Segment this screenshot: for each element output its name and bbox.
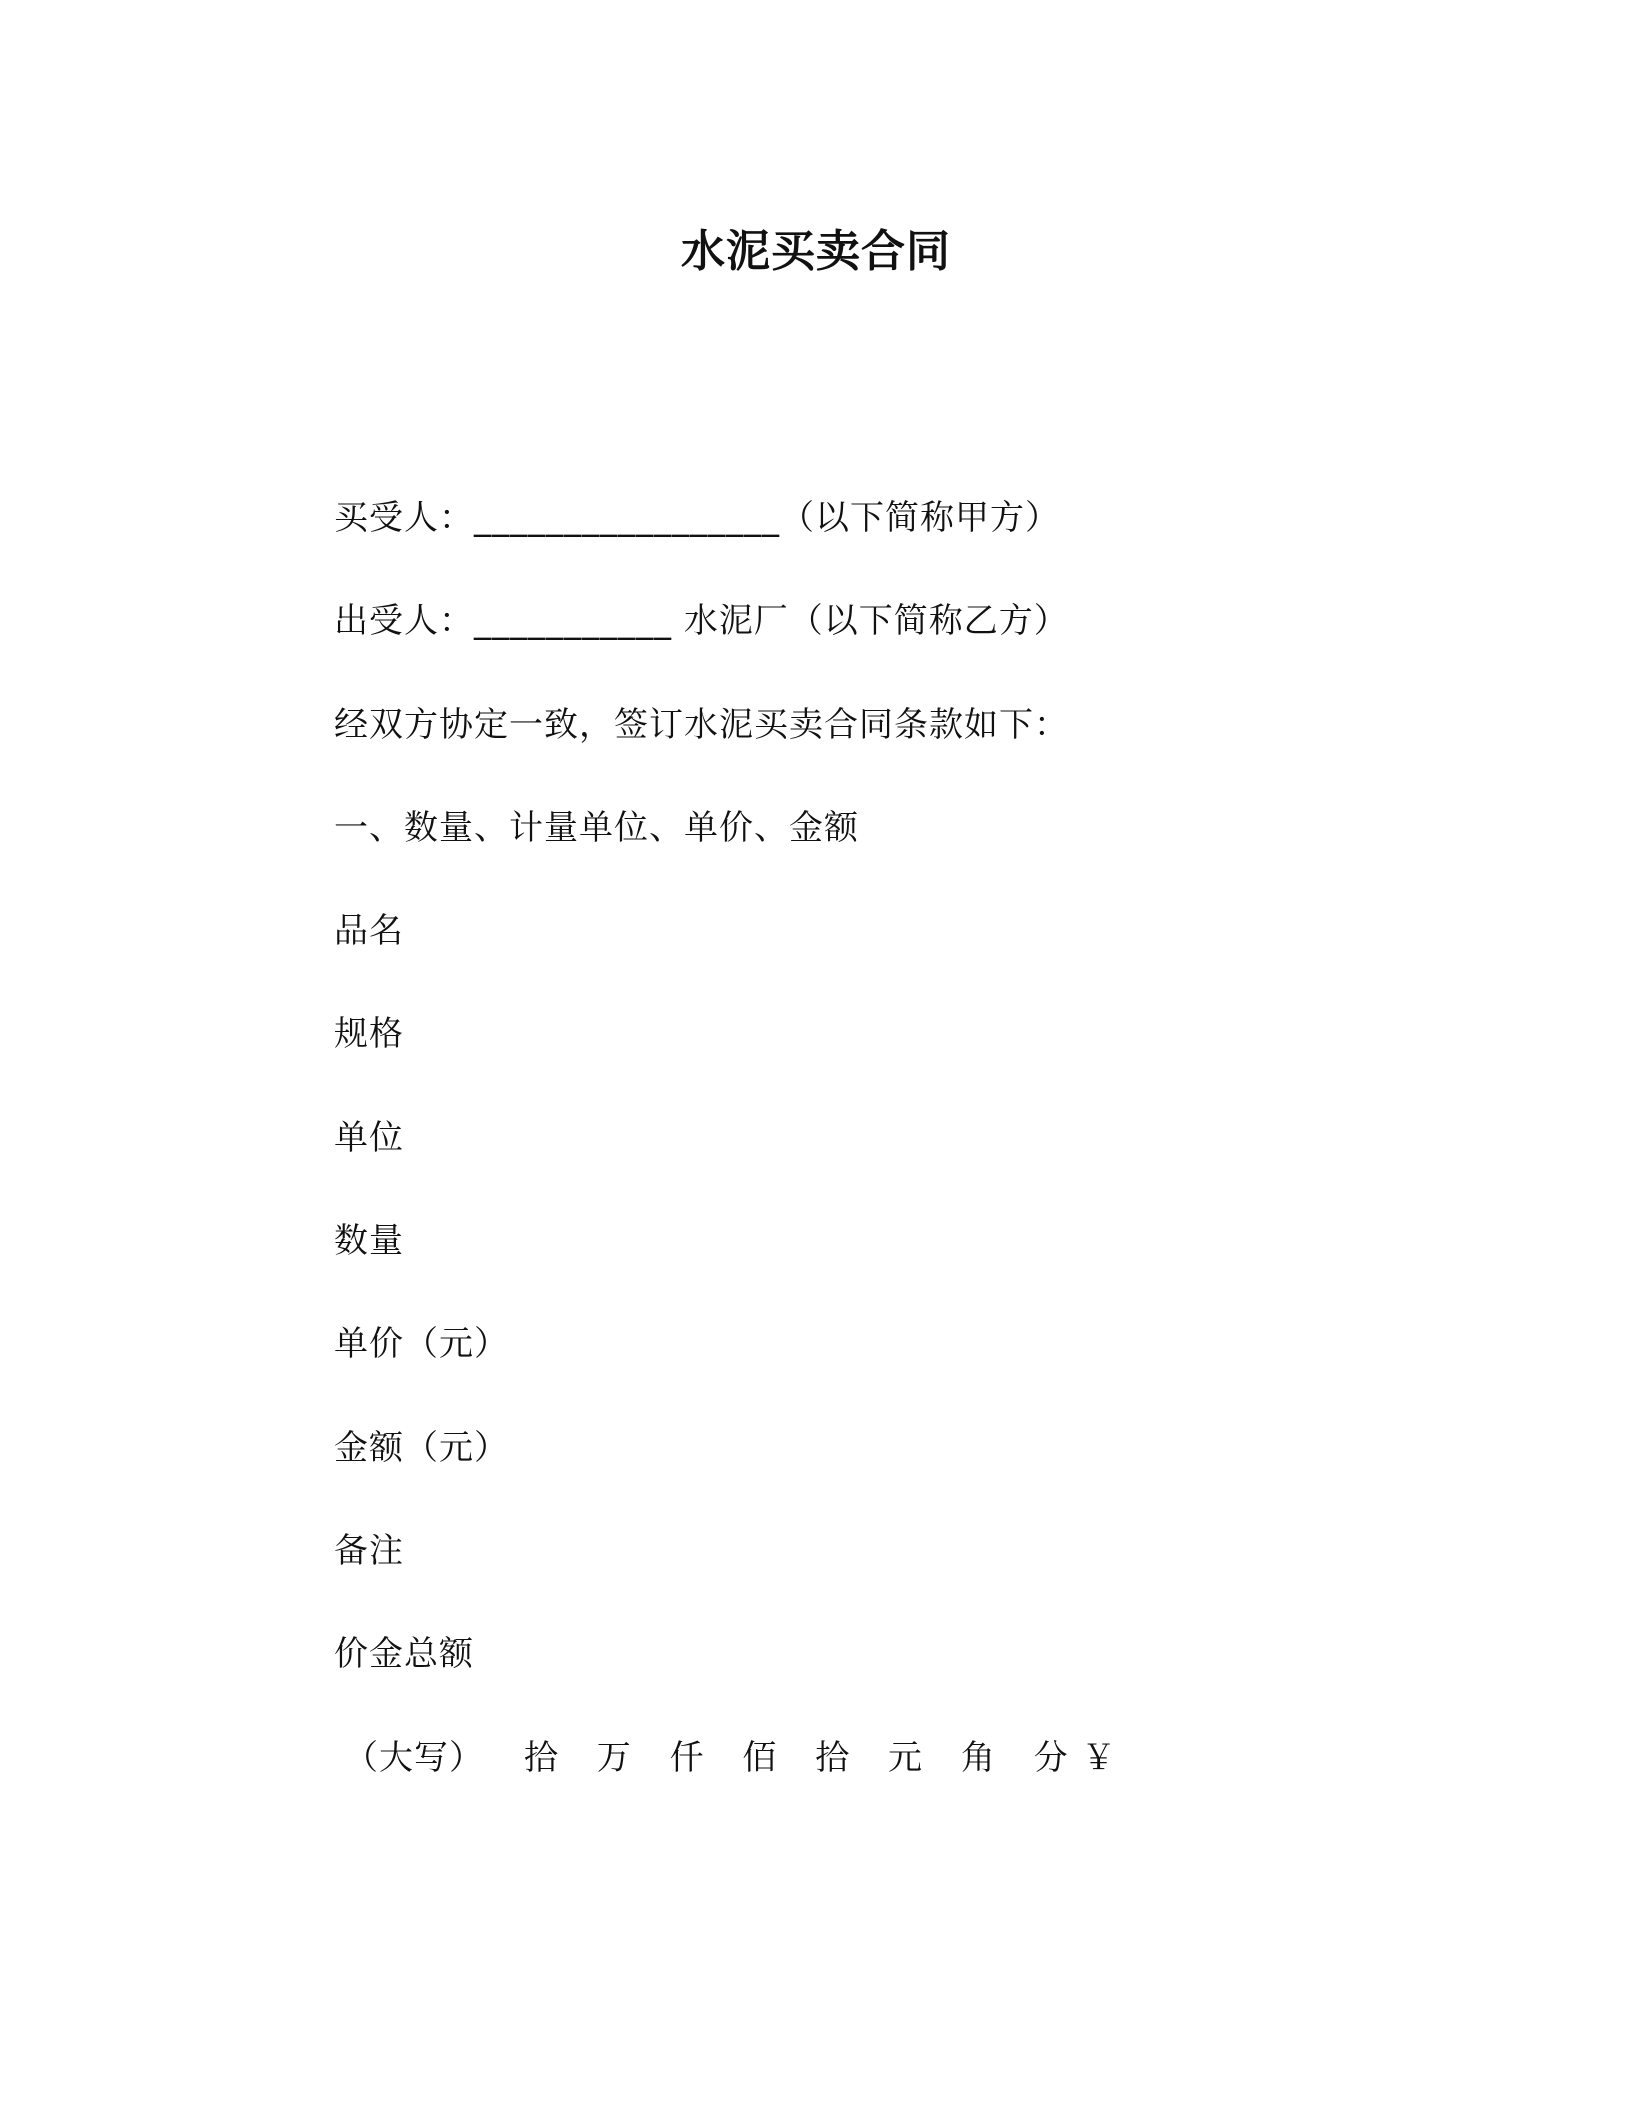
- field-quantity: 数量: [334, 1221, 404, 1261]
- seller-line: [334, 597, 1069, 645]
- seller-label: 出受人：: [334, 601, 474, 641]
- capital-amount-units: 拾 万 仟 佰 拾 元 角 分￥: [524, 1738, 1130, 1778]
- buyer-blank: _________________: [474, 498, 780, 538]
- seller-suffix: 水泥厂（以下简称乙方）: [683, 601, 1069, 641]
- seller-blank: ___________: [474, 601, 672, 641]
- buyer-line: [334, 494, 1060, 542]
- section-1-heading: 一、数量、计量单位、单价、金额: [334, 808, 859, 848]
- buyer-suffix: （以下简称甲方）: [780, 498, 1060, 538]
- document-title: 水泥买卖合同: [681, 226, 951, 277]
- field-unit: 单位: [334, 1118, 404, 1158]
- capital-amount-label: （大写）: [344, 1738, 484, 1778]
- capital-amount-line: [344, 1734, 1130, 1782]
- field-total-price: 价金总额: [334, 1634, 474, 1674]
- field-remarks: 备注: [334, 1531, 404, 1571]
- field-amount: 金额（元）: [334, 1428, 509, 1468]
- field-unit-price: 单价（元）: [334, 1324, 509, 1364]
- field-specification: 规格: [334, 1014, 404, 1054]
- buyer-label: 买受人：: [334, 498, 474, 538]
- intro-text: 经双方协定一致，签订水泥买卖合同条款如下：: [334, 705, 1069, 745]
- field-product-name: 品名: [334, 911, 404, 951]
